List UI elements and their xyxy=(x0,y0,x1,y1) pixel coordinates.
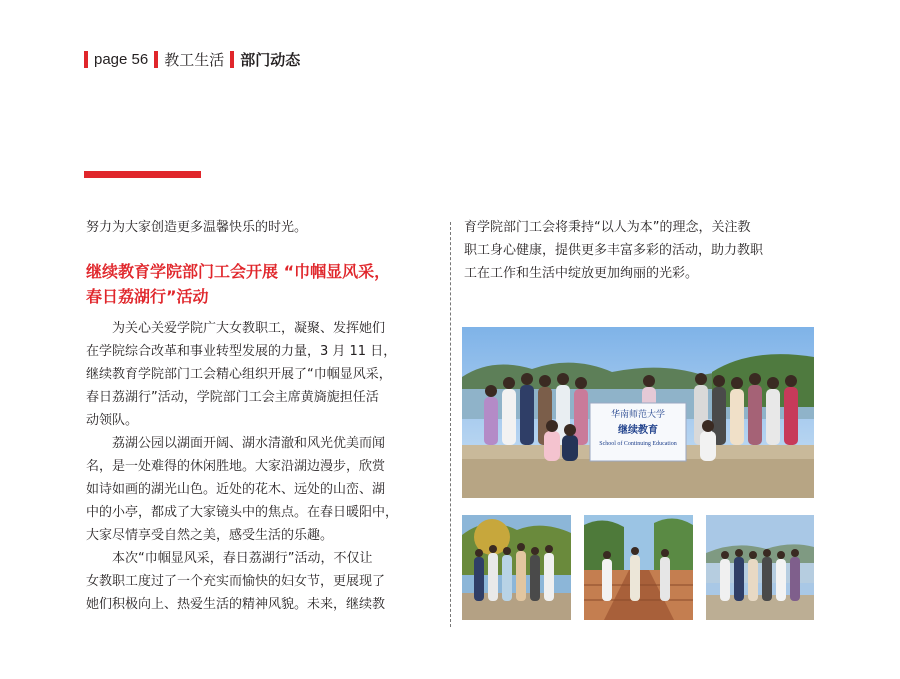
body-line: 在学院综合改革和事业转型发展的力量，3 月 11 日， xyxy=(86,344,397,359)
title-line: 春日荔湖行”活动 xyxy=(86,287,209,306)
body-line: 本次“巾帼显风采，春日荔湖行”活动，不仅让 xyxy=(112,551,373,566)
section-name: 部门动态 xyxy=(240,50,301,69)
body-line: 继续教育学院部门工会精心组织开展了“巾帼显风采， xyxy=(86,367,392,382)
article-title xyxy=(86,259,446,309)
photo-small-3 xyxy=(706,515,814,620)
article-body-col1 xyxy=(86,317,438,616)
page-number: page 56 xyxy=(94,50,149,68)
column-name: 教工生活 xyxy=(164,50,225,69)
body-line: 育学院部门工会将秉持“以人为本”的理念，关注教 xyxy=(464,220,751,235)
body-line: 职工身心健康，提供更多丰富多彩的活动，助力教职 xyxy=(464,243,764,258)
body-line: 春日荔湖行”活动，学院部门工会主席黄旖旎担任活 xyxy=(86,390,379,405)
banner-text: 华南师范大学 xyxy=(610,409,666,419)
banner-text: School of Continuing Education xyxy=(599,441,677,447)
header-marker xyxy=(154,51,158,68)
body-line: 动领队。 xyxy=(86,413,139,428)
group-photo xyxy=(462,327,814,498)
intro-line: 努力为大家创造更多温馨快乐的时光。 xyxy=(86,220,308,235)
photo-small-1 xyxy=(462,515,571,620)
banner-text: 继续教育 xyxy=(618,425,658,436)
body-line: 名，是一处难得的休闲胜地。大家沿湖边漫步，欣赏 xyxy=(86,459,386,474)
body-line: 大家尽情享受自然之美，感受生活的乐趣。 xyxy=(86,528,334,543)
red-rule xyxy=(84,171,201,178)
header-marker xyxy=(230,51,234,68)
header-marker xyxy=(84,51,88,68)
article-body-col2 xyxy=(464,216,814,285)
page-header xyxy=(84,49,300,69)
body-line: 为关心关爱学院广大女教职工，凝聚、发挥她们 xyxy=(112,321,386,336)
column-divider xyxy=(450,222,451,627)
title-line: 继续教育学院部门工会开展 “巾帼显风采， xyxy=(86,262,391,281)
body-line: 中的小亭，都成了大家镜头中的焦点。在春日暖阳中， xyxy=(86,505,399,520)
body-line: 荔湖公园以湖面开阔、湖水清澈和风光优美而闻 xyxy=(112,436,386,451)
body-line: 她们积极向上、热爱生活的精神风貌。未来，继续教 xyxy=(86,597,386,612)
photo-small-2 xyxy=(584,515,693,620)
body-line: 工在工作和生活中绽放更加绚丽的光彩。 xyxy=(464,266,699,281)
body-line: 女教职工度过了一个充实而愉快的妇女节，更展现了 xyxy=(86,574,386,589)
intro-paragraph xyxy=(86,216,438,239)
body-line: 如诗如画的湖光山色。近处的花木、远处的山峦、湖 xyxy=(86,482,386,497)
